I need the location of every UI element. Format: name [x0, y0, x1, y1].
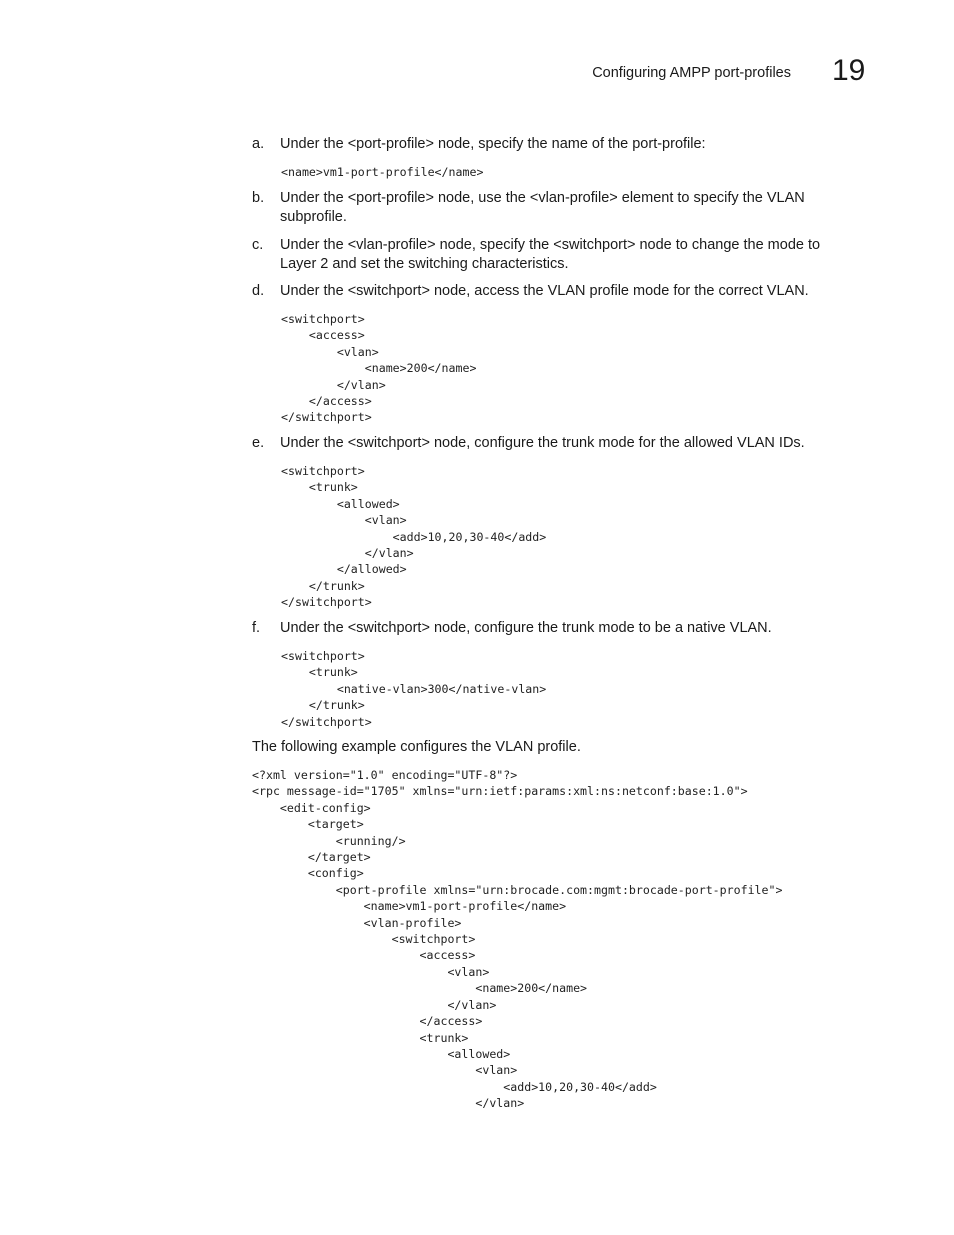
step-letter: a.	[252, 136, 265, 152]
step-letter: b.	[252, 190, 265, 206]
step-text: Under the <port-profile> node, use the <vlan-profile> element to specify the VLAN subprofile.	[280, 190, 805, 225]
example-intro: The following example configures the VLAN profile.	[252, 739, 581, 755]
code-block-example: <?xml version="1.0" encoding="UTF-8"?> <rpc message-id="1705" xmlns="urn:ietf:params:xml:ns:netconf:base:1.0"> <edit-config> <target> <running/> </target> <config> <port-profile xmlns="urn:brocade.com:mgmt:brocade-port-profile"> <name>vm1-port-profile</name> <vlan-profile> <switchport> <access> <vlan> <name>200</name> </vlan> </access> <trunk> <allowed> <vlan> <add>10,20,30-40</add> </vlan>	[252, 768, 783, 1111]
step-letter: e.	[252, 435, 265, 451]
code-block-a: <name>vm1-port-profile</name>	[281, 165, 484, 179]
step-text: Under the <port-profile> node, specify the name of the port-profile:	[280, 136, 706, 152]
code-block-e: <switchport> <trunk> <allowed> <vlan> <add>10,20,30-40</add> </vlan> </allowed> </trunk> </switchport>	[281, 464, 547, 610]
step-text: Under the <vlan-profile> node, specify the <switchport> node to change the mode to Layer 2 and set the switching characteristics.	[280, 237, 821, 272]
step-text: Under the <switchport> node, configure the trunk mode for the allowed VLAN IDs.	[280, 435, 805, 451]
step-letter: f.	[252, 620, 261, 636]
code-block-d: <switchport> <access> <vlan> <name>200</name> </vlan> </access> </switchport>	[281, 312, 477, 425]
step-text: Under the <switchport> node, access the VLAN profile mode for the correct VLAN.	[280, 283, 809, 299]
step-letter: d.	[252, 283, 265, 299]
code-block-f: <switchport> <trunk> <native-vlan>300</native-vlan> </trunk> </switchport>	[281, 649, 547, 729]
step-letter: c.	[252, 237, 264, 253]
chapter-number: 19	[832, 54, 866, 87]
chapter-title: Configuring AMPP port-profiles	[592, 65, 791, 81]
step-text: Under the <switchport> node, configure the trunk mode to be a native VLAN.	[280, 620, 772, 636]
